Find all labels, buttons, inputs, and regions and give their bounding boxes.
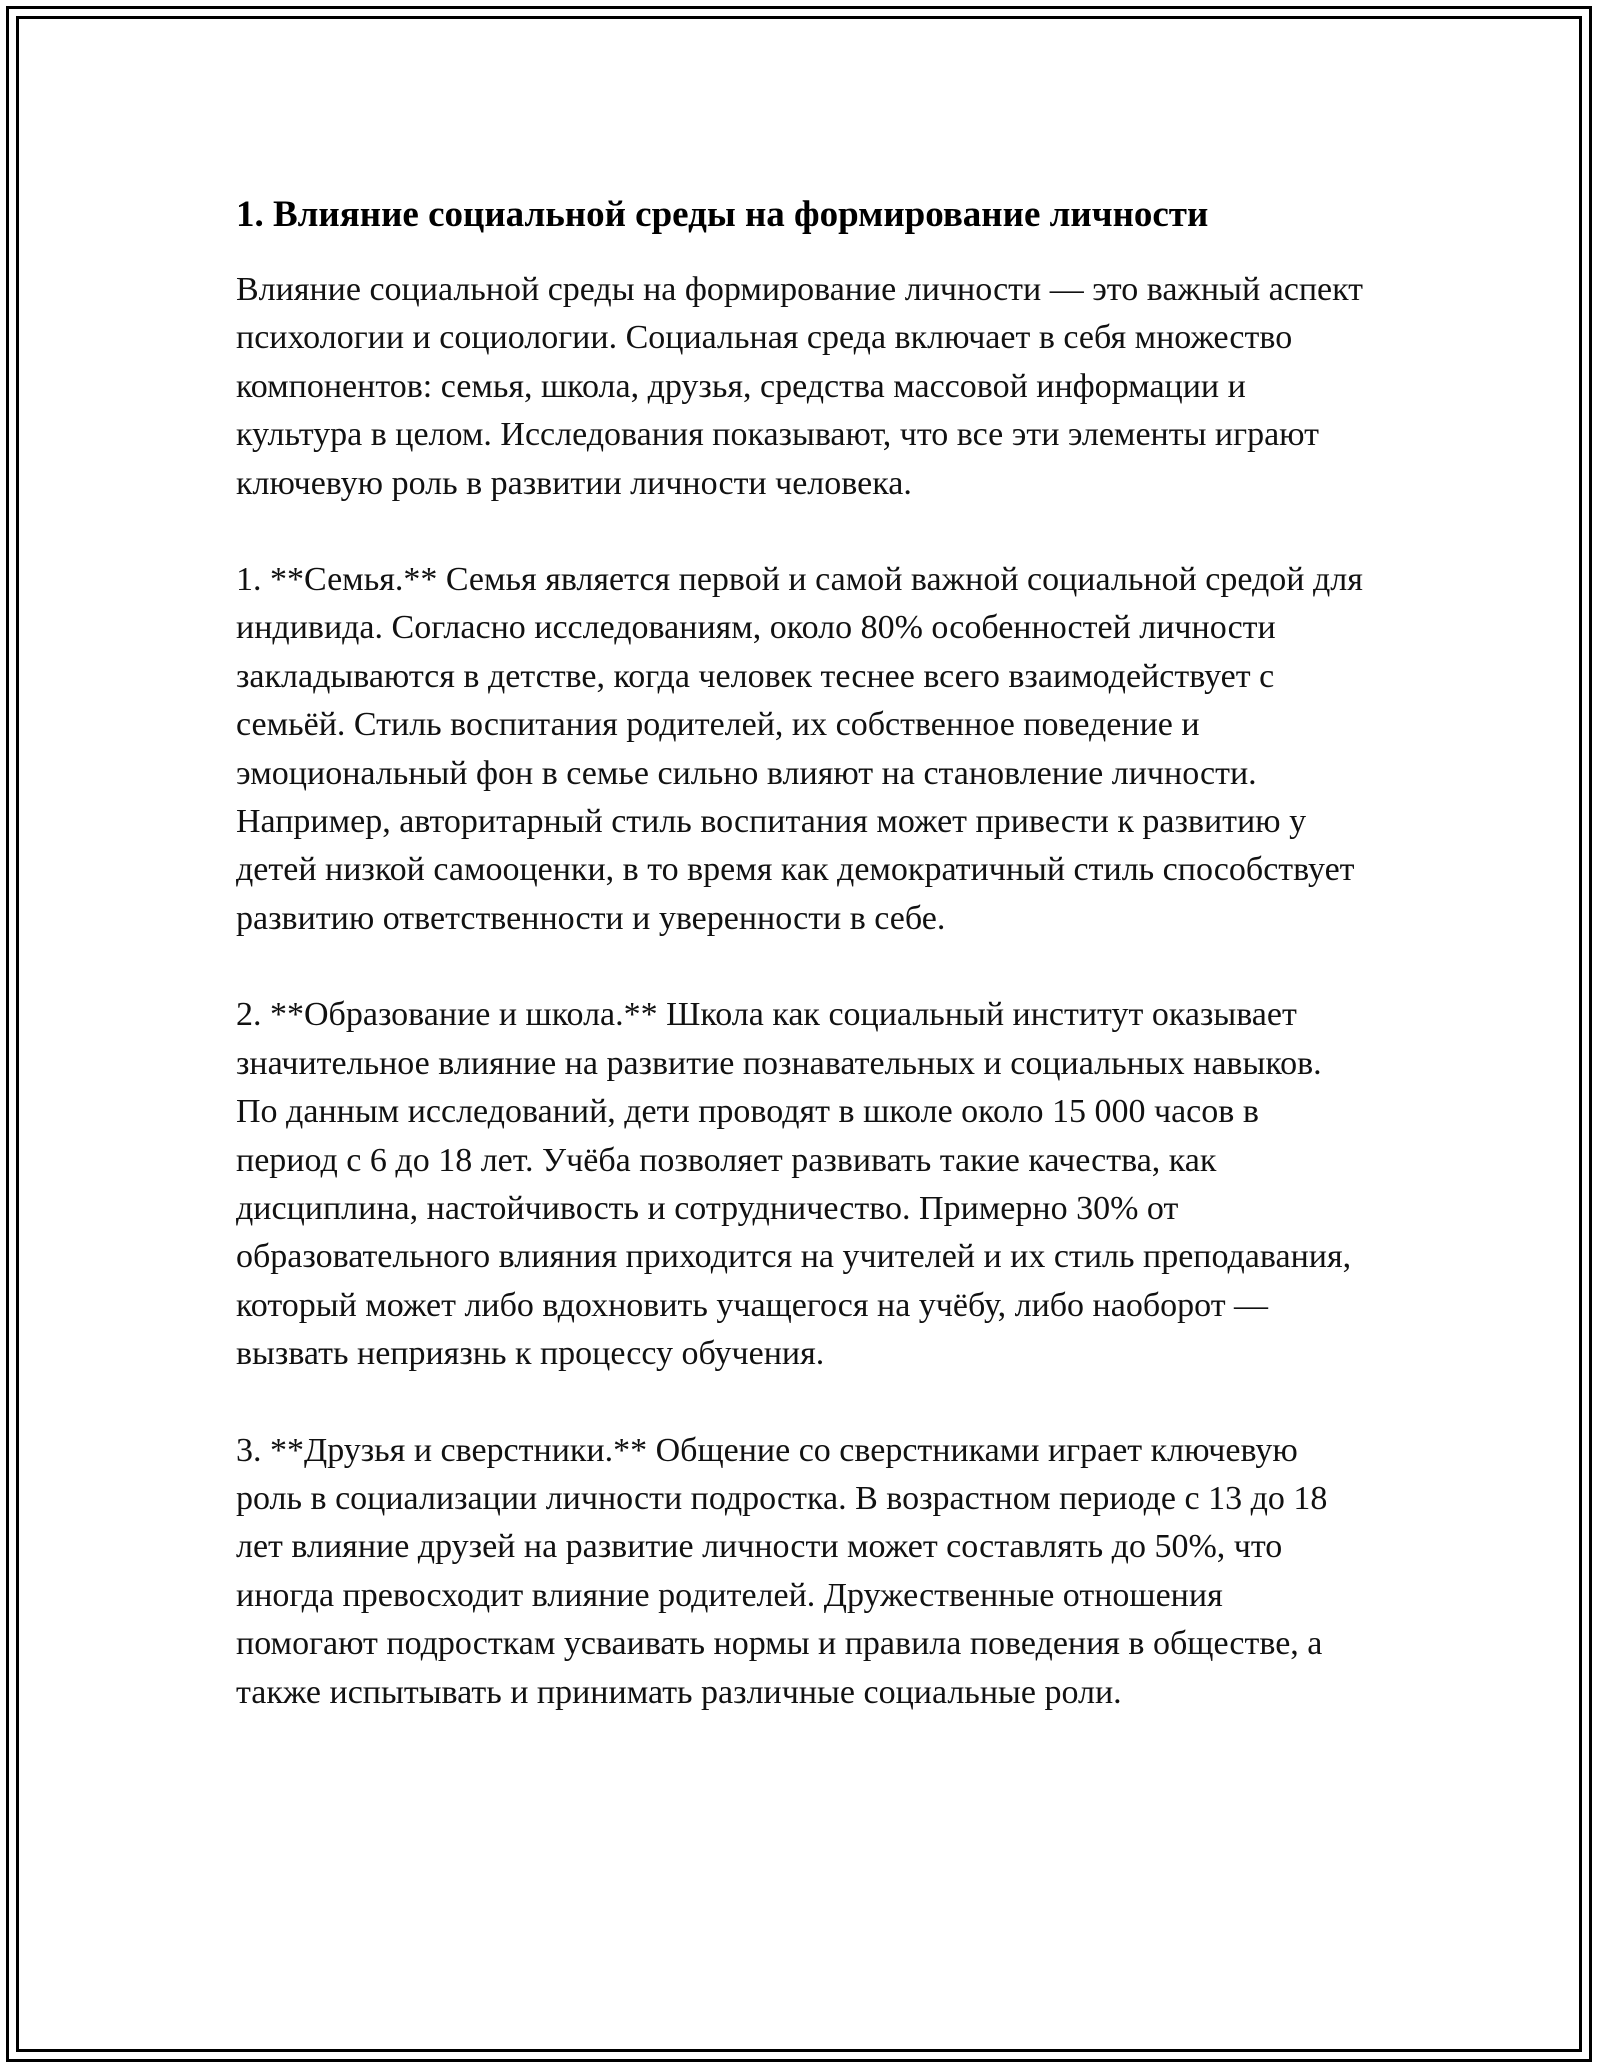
family-paragraph: 1. **Семья.** Семья является первой и самой важной социальной средой для индивида. Согласно исследованиям, около 80% особенностей личности закладываются в детстве, когда человек теснее всего взаимодействует с семьёй. Стиль воспитания родителей, их собственное поведение и эмоциональный фон в семье сильно влияют на становление личности. Например, авторитарный стиль воспитания может привести к развитию у детей низкой самооценки, в то время как демократичный стиль способствует развитию ответственности и уверенности в себе. [236, 561, 1363, 937]
school-paragraph: 2. **Образование и школа.** Школа как социальный институт оказывает значительное влияние на развитие познавательных и социальных навыков. По данным исследований, дети проводят в школе около 15 000 часов в период с 6 до 18 лет. Учёба позволяет развивать такие качества, как дисциплина, настойчивость и сотрудничество. Примерно 30% от образовательного влияния приходится на учителей и их стиль преподавания, который может либо вдохновить учащегося на учёбу, либо наоборот — вызвать неприязнь к процессу обучения. [236, 996, 1352, 1373]
intro-paragraph: Влияние социальной среды на формирование личности — это важный аспект психологии и социологии. Социальная среда включает в себя множество компонентов: семья, школа, друзья, средства массовой информации и культура в целом. Исследования показывают, что все эти элементы играют ключевую роль в развитии личности человека. [236, 271, 1364, 502]
friends-paragraph: 3. **Друзья и сверстники.** Общение со сверстниками играет ключевую роль в социализации личности подростка. В возрастном периоде с 13 до 18 лет влияние друзей на развитие личности может составлять до 50%, что иногда превосходит влияние родителей. Дружественные отношения помогают подросткам усваивать нормы и правила поведения в обществе, а также испытывать и принимать различные социальные роли. [236, 1431, 1328, 1711]
section-heading: 1. Влияние социальной среды на формирование личности [236, 194, 1209, 235]
document-body [236, 188, 1366, 1765]
